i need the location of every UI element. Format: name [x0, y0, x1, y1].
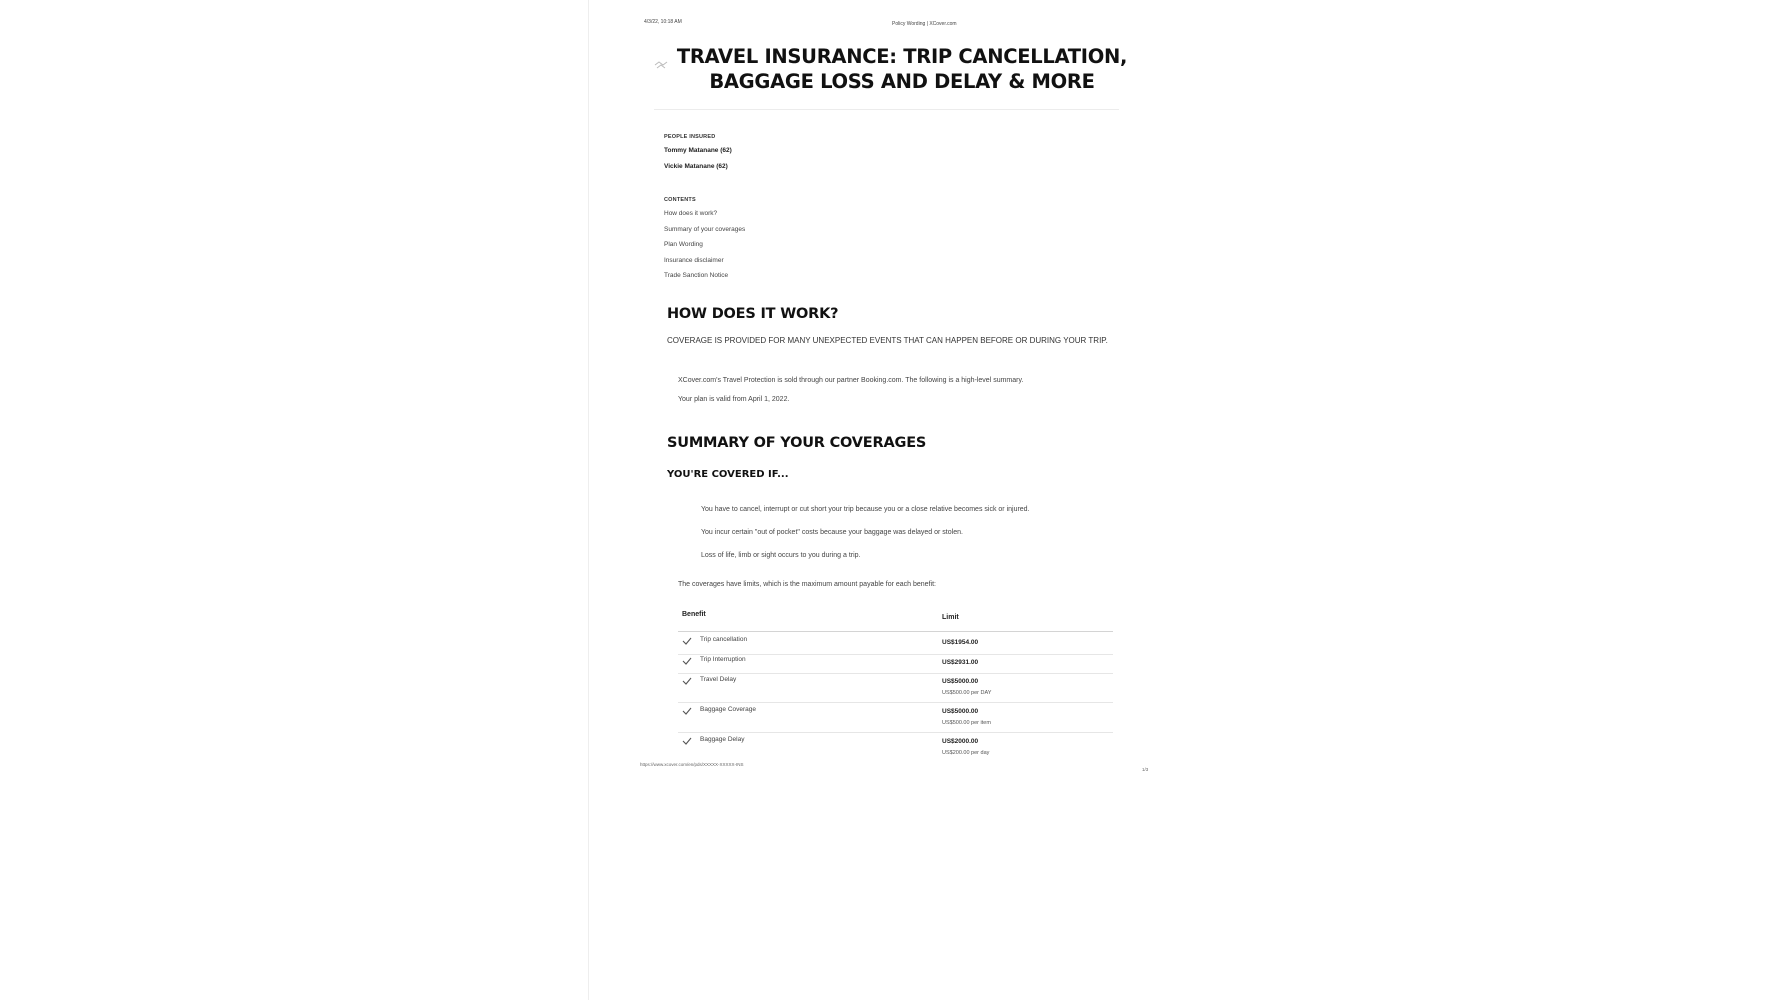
document-title-line-1: TRAVEL INSURANCE: TRIP CANCELLATION,	[676, 45, 1128, 68]
covered-item-1: You have to cancel, interrupt or cut short your trip because you or a close relative becomes sick or injured.	[701, 506, 1030, 513]
checkmark-icon	[682, 677, 692, 685]
table-row-limit: US$2000.00	[942, 738, 979, 745]
table-row-divider	[678, 732, 1113, 733]
covered-if-heading: YOU'RE COVERED IF...	[667, 469, 789, 480]
table-row-benefit: Baggage Coverage	[700, 706, 757, 713]
covered-item-3: Loss of life, limb or sight occurs to you during a trip.	[701, 552, 861, 559]
contents-link-how-it-works[interactable]: How does it work?	[664, 210, 718, 217]
table-row-limit: US$1954.00	[942, 639, 979, 646]
page-footer-number: 1/3	[1142, 767, 1149, 772]
scan-page-edge	[588, 0, 589, 1000]
table-row-limit: US$5000.00	[942, 678, 979, 685]
covered-item-2: You incur certain "out of pocket" costs because your baggage was delayed or stolen.	[701, 529, 963, 536]
table-row-divider	[678, 673, 1113, 674]
how-it-works-heading: HOW DOES IT WORK?	[667, 306, 839, 322]
table-row-divider	[678, 702, 1113, 703]
table-row-benefit: Baggage Delay	[700, 736, 745, 743]
how-it-works-paragraph-1: XCover.com's Travel Protection is sold through our partner Booking.com. The following is a high-level summary.	[678, 377, 1024, 384]
insured-person-1: Tommy Matanane (62)	[664, 147, 732, 154]
table-row-benefit: Trip Interruption	[700, 656, 746, 663]
table-row-limit: US$5000.00	[942, 708, 979, 715]
contents-link-trade-sanction[interactable]: Trade Sanction Notice	[664, 272, 729, 279]
table-header-benefit: Benefit	[682, 611, 706, 618]
table-row-divider	[678, 654, 1113, 655]
how-it-works-intro: COVERAGE IS PROVIDED FOR MANY UNEXPECTED EVENTS THAT CAN HAPPEN BEFORE OR DURING YOUR TRIP.	[667, 336, 1108, 345]
table-row-limit-detail: US$200.00 per day	[942, 750, 990, 756]
page-header-title: Policy Wording | XCover.com	[892, 21, 957, 27]
limits-intro: The coverages have limits, which is the maximum amount payable for each benefit:	[678, 581, 936, 588]
checkmark-icon	[682, 737, 692, 745]
people-insured-label: PEOPLE INSURED	[664, 134, 716, 140]
table-header-limit: Limit	[942, 614, 959, 621]
contents-link-summary[interactable]: Summary of your coverages	[664, 226, 746, 233]
checkmark-icon	[682, 657, 692, 665]
contents-link-disclaimer[interactable]: Insurance disclaimer	[664, 257, 724, 264]
table-row-limit: US$2931.00	[942, 659, 979, 666]
contents-label: CONTENTS	[664, 197, 696, 203]
table-row-benefit: Trip cancellation	[700, 636, 748, 643]
table-header-divider	[678, 631, 1113, 632]
document-title-line-2: BAGGAGE LOSS AND DELAY & MORE	[709, 70, 1095, 93]
checkmark-icon	[682, 707, 692, 715]
table-row-benefit: Travel Delay	[700, 676, 737, 683]
summary-heading: SUMMARY OF YOUR COVERAGES	[667, 435, 927, 451]
checkmark-icon	[682, 637, 692, 645]
table-row-limit-detail: US$500.00 per DAY	[942, 690, 992, 696]
page-footer-url: https://www.xcover.com/en/pds/XXXXX-XXXXX-INS	[640, 762, 744, 767]
table-row-limit-detail: US$500.00 per item	[942, 720, 991, 726]
page-header-datetime: 4/3/22, 10:18 AM	[644, 19, 682, 25]
document-title	[660, 44, 1144, 94]
title-divider	[654, 109, 1119, 110]
insured-person-2: Vickie Matanane (62)	[664, 163, 728, 170]
plan-valid-date: Your plan is valid from April 1, 2022.	[678, 396, 790, 403]
contents-link-plan-wording[interactable]: Plan Wording	[664, 241, 703, 248]
